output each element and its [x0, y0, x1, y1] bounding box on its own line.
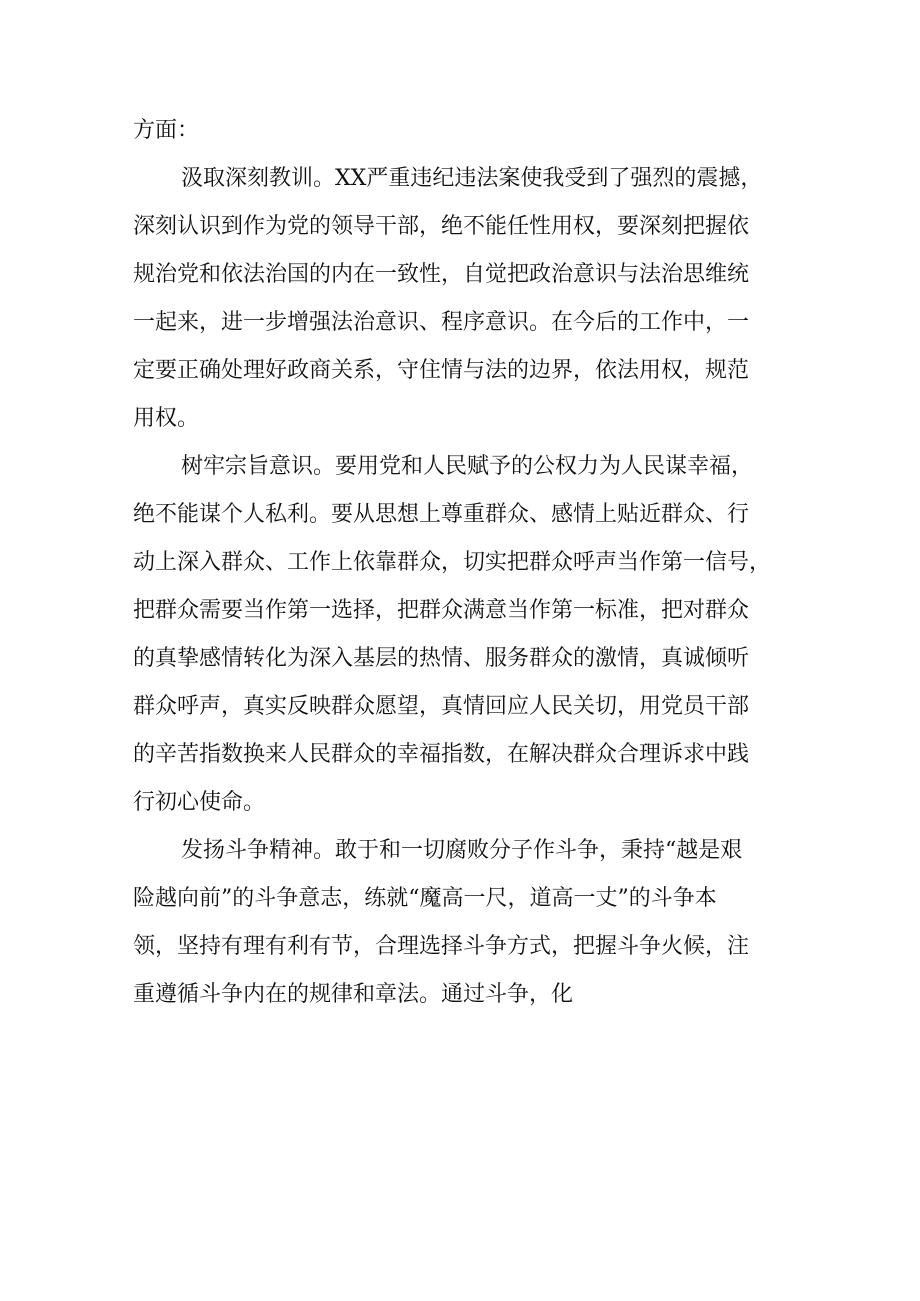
text-line: 行初心使命。	[133, 790, 266, 815]
text-line: 方面：	[133, 118, 200, 143]
text-line: 用权。	[133, 406, 200, 431]
text-line: 把群众需要当作第一选择，把群众满意当作第一标准，把对群众	[133, 598, 750, 623]
text-line: 规治党和依法治国的内在一致性，自觉把政治意识与法治思维统	[133, 262, 750, 287]
text-line: 定要正确处理好政商关系，守住情与法的边界，依法用权，规范	[133, 358, 750, 383]
text-line: 一起来，进一步增强法治意识、程序意识。在今后的工作中，一	[133, 310, 750, 335]
text-line: 汲取深刻教训。XX严重违纪违法案使我受到了强烈的震撼，	[181, 166, 763, 191]
text-line: 领，坚持有理有利有节，合理选择斗争方式，把握斗争火候，注	[133, 934, 750, 959]
text-line: 的辛苦指数换来人民群众的幸福指数，在解决群众合理诉求中践	[133, 742, 750, 767]
text-line: 树牢宗旨意识。要用党和人民赋予的公权力为人民谋幸福，	[181, 454, 754, 479]
text-line: 重遵循斗争内在的规律和章法。通过斗争，化	[133, 982, 574, 1007]
text-line: 深刻认识到作为党的领导干部，绝不能任性用权，要深刻把握依	[133, 214, 750, 239]
text-line: 险越向前”的斗争意志，练就“魔高一尺，道高一丈”的斗争本	[133, 886, 717, 911]
text-line: 群众呼声，真实反映群众愿望，真情回应人民关切，用党员干部	[133, 694, 750, 719]
text-line: 的真挚感情转化为深入基层的热情、服务群众的激情，真诚倾听	[133, 646, 750, 671]
text-line: 动上深入群众、工作上依靠群众，切实把群众呼声当作第一信号，	[133, 550, 772, 575]
text-line: 发扬斗争精神。敢于和一切腐败分子作斗争，秉持“越是艰	[181, 838, 743, 863]
text-line: 绝不能谋个人私利。要从思想上尊重群众、感情上贴近群众、行	[133, 502, 750, 527]
